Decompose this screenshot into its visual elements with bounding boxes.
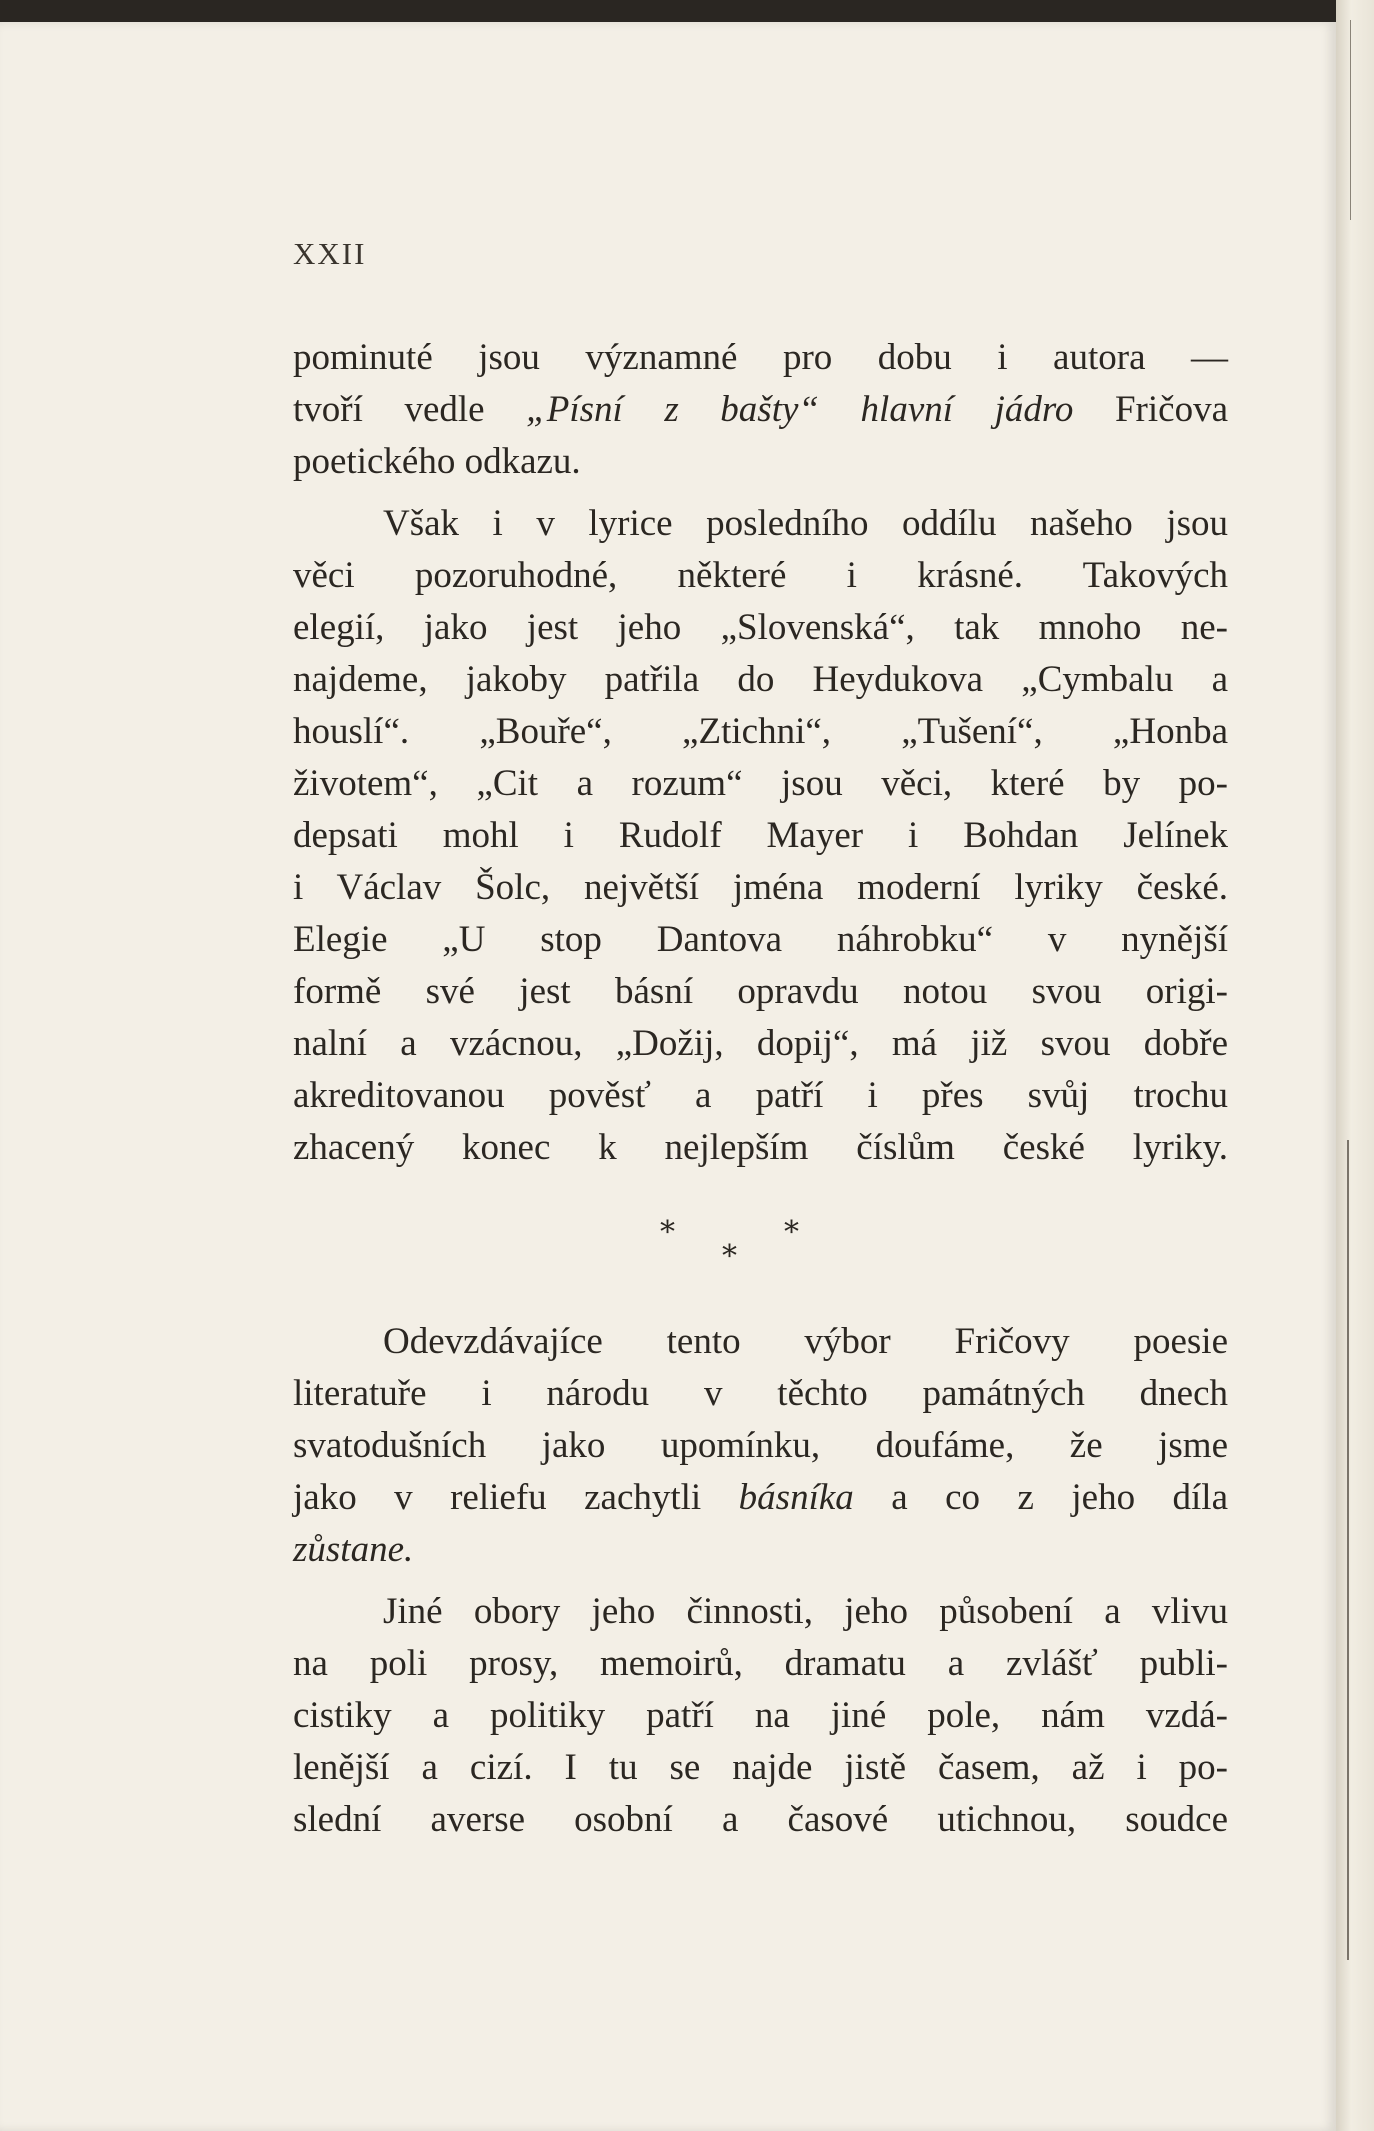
paragraph3-line: svatodušních jako upomínku, doufáme, že jsme xyxy=(293,1425,1228,1466)
paragraph2-line: najdeme, jakoby patřila do Heydukova „Cymbalu a xyxy=(293,659,1228,700)
page-number: XXII xyxy=(293,236,367,271)
separator-star: * xyxy=(660,1215,675,1250)
paragraph3-line xyxy=(293,1526,1228,1574)
separator-star: * xyxy=(784,1215,799,1250)
paragraph2-line: elegií, jako jest jeho „Slovenská“, tak mnoho ne- xyxy=(293,607,1228,648)
paragraph2-line: depsati mohl i Rudolf Mayer i Bohdan Jelínek xyxy=(293,815,1228,856)
spine-edge-line xyxy=(1350,20,1351,220)
paragraph4-line: Jiné obory jeho činnosti, jeho působení a vlivu xyxy=(383,1591,1228,1632)
section-separator xyxy=(660,1215,860,1285)
paragraph4-line: slední averse osobní a časové utichnou, soudce xyxy=(293,1799,1228,1840)
paragraph2-line: nalní a vzácnou, „Dožij, dopij“, má již svou dobře xyxy=(293,1023,1228,1064)
italic-text: básníka xyxy=(738,1477,854,1518)
paragraph4-line: lenější a cizí. I tu se najde jistě časem, až i po- xyxy=(293,1747,1228,1788)
paragraph1-line: tvoří vedle „Písní z bašty“ hlavní jádro Fričova xyxy=(293,389,1228,430)
paragraph2-line: formě své jest básní opravdu notou svou origi- xyxy=(293,971,1228,1012)
separator-star: * xyxy=(722,1239,737,1274)
book-spine xyxy=(1336,0,1374,2131)
paragraph2-line: akreditovanou pověsť a patří i přes svůj trochu xyxy=(293,1075,1228,1116)
paragraph1-line: poetického odkazu. xyxy=(293,441,581,482)
paragraph4-line: na poli prosy, memoirů, dramatu a zvlášť publi- xyxy=(293,1643,1228,1684)
paragraph2-line: věci pozoruhodné, některé i krásné. Takových xyxy=(293,555,1228,596)
paragraph2-line: Elegie „U stop Dantova náhrobku“ v nynější xyxy=(293,919,1228,960)
paragraph2-line: zhacený konec k nejlepším číslům české lyriky. xyxy=(293,1127,1228,1168)
paragraph2-line: i Václav Šolc, největší jména moderní lyriky české. xyxy=(293,867,1228,908)
italic-text: zůstane. xyxy=(293,1529,414,1570)
paragraph4-line: cistiky a politiky patří na jiné pole, nám vzdá- xyxy=(293,1695,1228,1736)
paragraph3-line: Odevzdávajíce tento výbor Fričovy poesie xyxy=(383,1321,1228,1362)
paragraph3-line: literatuře i národu v těchto památných dnech xyxy=(293,1373,1228,1414)
paragraph2-line: Však i v lyrice posledního oddílu našeho jsou xyxy=(383,503,1228,544)
paragraph2-line: houslí“. „Bouře“, „Ztichni“, „Tušení“, „Honba xyxy=(293,711,1228,752)
paragraph3-line: jako v reliefu zachytli básníka a co z jeho díla xyxy=(293,1477,1228,1518)
paragraph1-line: pominuté jsou významné pro dobu i autora — xyxy=(293,337,1228,378)
spine-shadow-line xyxy=(1347,1140,1349,1960)
italic-text: „Písní z bašty“ hlavní jádro xyxy=(526,389,1074,430)
paragraph2-line: životem“, „Cit a rozum“ jsou věci, které by po- xyxy=(293,763,1228,804)
